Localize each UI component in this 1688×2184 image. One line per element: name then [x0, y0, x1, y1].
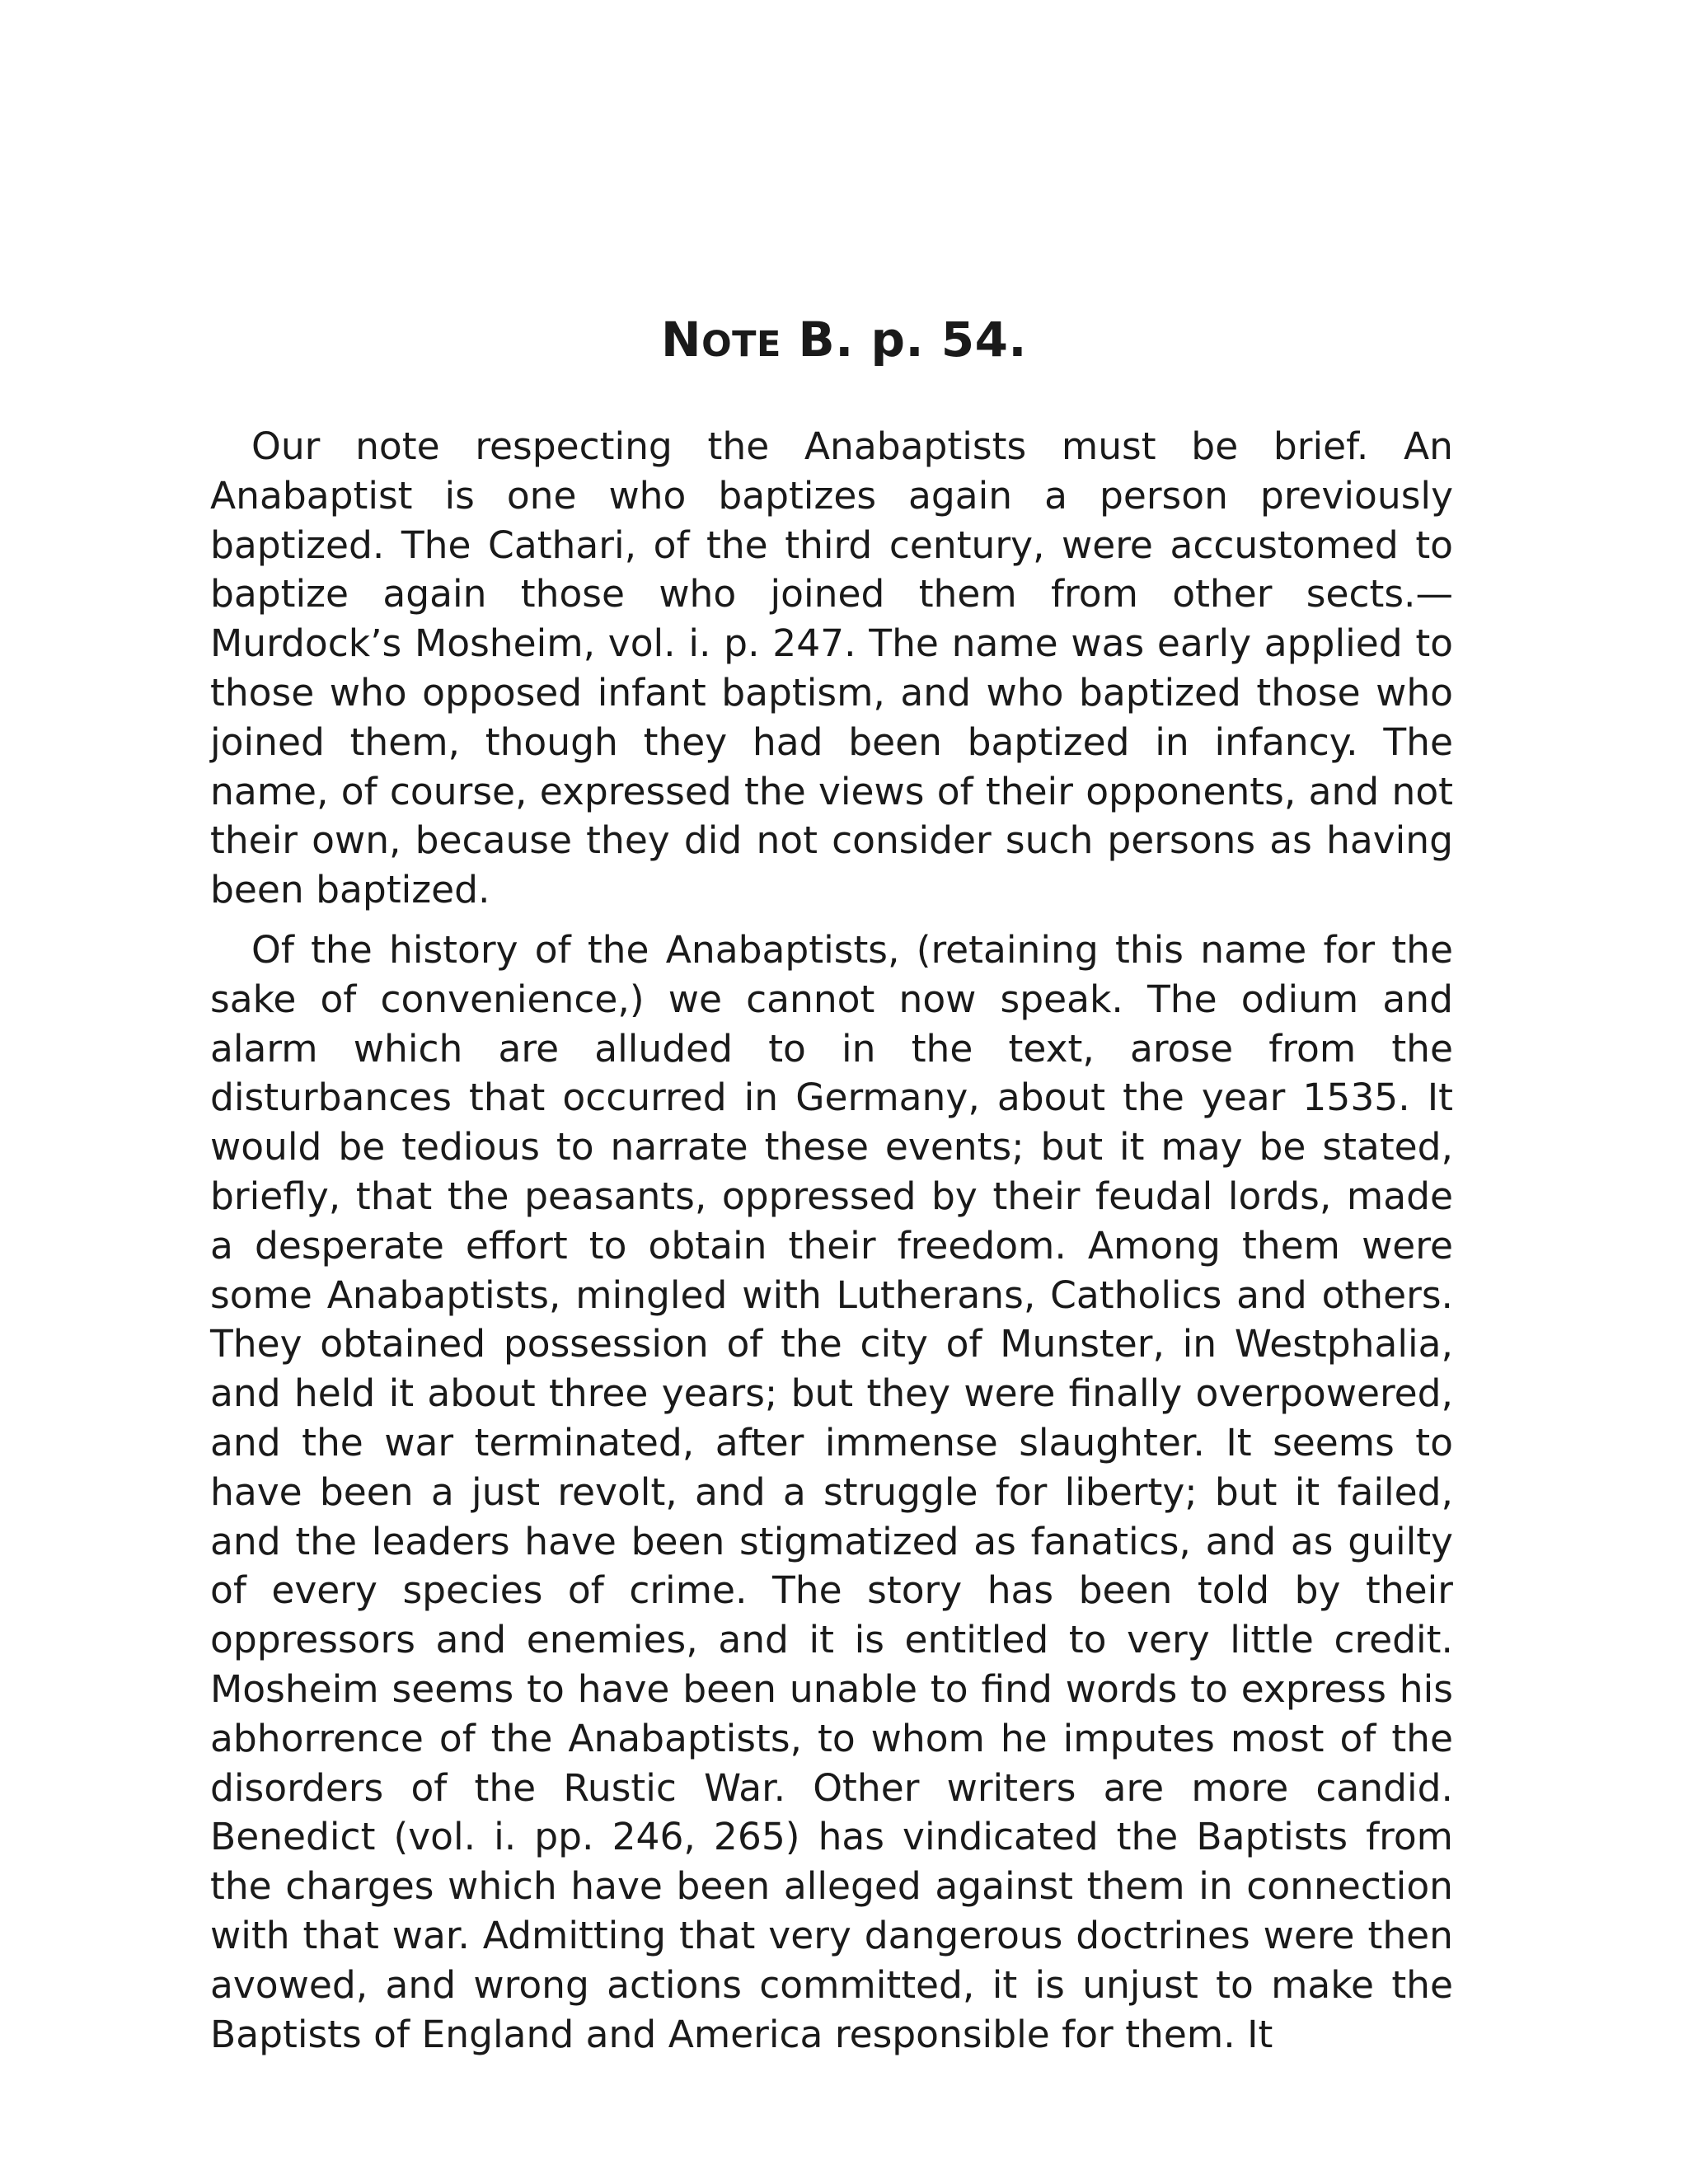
note-heading: [0, 307, 1688, 377]
paragraph-definition: Our note respecting the Anabaptists must be brief. An Anabaptist is one who baptizes again a person previously baptized. The Cathari, of the third century, were accustomed to baptize again those who joined them from other sects.—Murdock’s Mosheim, vol. i. p. 247. The name was early applied to those who opposed infant baptism, and who baptized those who joined them, though they had been baptized in infancy. The name, of course, expressed the views of their opponents, and not their own, because they did not consider such persons as having been baptized.: [210, 424, 1453, 912]
heading-small-caps: OTE: [701, 324, 781, 365]
heading-initial: N: [661, 312, 702, 368]
heading-reference: B. p. 54.: [781, 312, 1027, 368]
paragraph-history: Of the history of the Anabaptists, (retaining this name for the sake of convenience,) we cannot now speak. The odium and alarm which are alluded to in the text, arose from the disturbances that occurred in Germany, about the year 1535. It would be tedious to narrate these events; but it may be stated, briefly, that the peasants, oppressed by their feudal lords, made a desperate effort to obtain their freedom. Among them were some Anabaptists, mingled with Lutherans, Catholics and others. They obtained possession of the city of Munster, in Westphalia, and held it about three years; but they were finally overpowered, and the war terminated, after immense slaughter. It seems to have been a just revolt, and a struggle for liberty; but it failed, and the leaders have been stigmatized as fanatics, and as guilty of every species of crime. The story has been told by their oppressors and enemies, and it is entitled to very little credit. Mosheim seems to have been unable to find words to express his abhorrence of the Anabaptists, to whom he imputes most of the disorders of the Rustic War. Other writers are more candid. Benedict (vol. i. pp. 246, 265) has vindicated the Baptists from the charges which have been alleged against them in connection with that war. Admitting that very dangerous doctrines were then avowed, and wrong actions committed, it is unjust to make the Baptists of England and America responsible for them. It: [210, 927, 1453, 2056]
note-body: [210, 422, 1453, 2069]
